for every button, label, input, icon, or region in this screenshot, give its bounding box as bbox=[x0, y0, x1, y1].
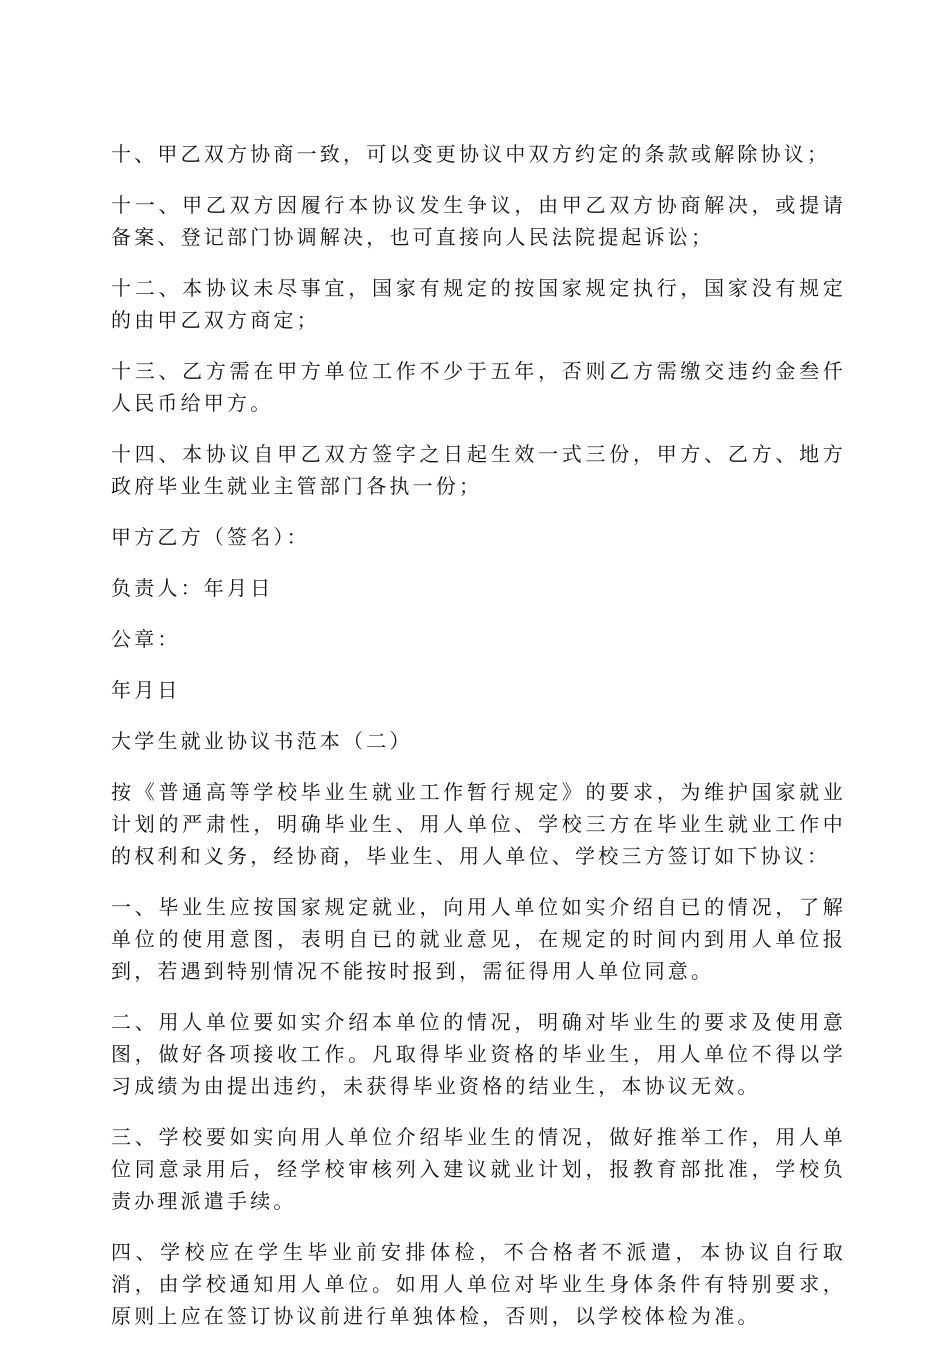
clause-4: 四、学校应在学生毕业前安排体检，不合格者不派遣，本协议自行取消，由学校通知用人单位。如用人单位对毕业生身体条件有特别要求，原则上应在签订协议前进行单独体检，否则，以学校体检为准。 bbox=[111, 1240, 846, 1328]
clause-1: 一、毕业生应按国家规定就业，向用人单位如实介绍自已的情况，了解单位的使用意图，表明自已的就业意见，在规定的时间内到用人单位报到，若遇到特别情况不能按时报到，需征得用人单位同意。 bbox=[111, 895, 846, 983]
signature-line: 甲方乙方（签名）： bbox=[111, 525, 310, 549]
clause-3: 三、学校要如实向用人单位介绍毕业生的情况，做好推举工作，用人单位同意录用后，经学校审核列入建议就业计划，报教育部批准，学校负责办理派遣手续。 bbox=[111, 1125, 846, 1213]
official-seal-line: 公章： bbox=[111, 627, 181, 651]
clause-10: 十、甲乙双方协商一致，可以变更协议中双方约定的条款或解除协议； bbox=[111, 142, 831, 166]
preamble: 按《普通高等学校毕业生就业工作暂行规定》的要求，为维护国家就业计划的严肃性，明确毕业生、用人单位、学校三方在毕业生就业工作中的权利和义务，经协商，毕业生、用人单位、学校三方签订如下协议： bbox=[111, 780, 846, 868]
document-page bbox=[111, 138, 846, 1351]
clause-11: 十一、甲乙双方因履行本协议发生争议，由甲乙双方协商解决，或提请备案、登记部门协调解决，也可直接向人民法院提起诉讼； bbox=[111, 193, 846, 249]
clause-14: 十四、本协议自甲乙双方签字之日起生效一式三份，甲方、乙方、地方政府毕业生就业主管部门各执一份； bbox=[111, 442, 846, 498]
section-title: 大学生就业协议书范本（二） bbox=[111, 729, 413, 753]
clause-2: 二、用人单位要如实介绍本单位的情况，明确对毕业生的要求及使用意图，做好各项接收工作。凡取得毕业资格的毕业生，用人单位不得以学习成绩为由提出违约，未获得毕业资格的结业生，本协议无效。 bbox=[111, 1010, 846, 1098]
date-line: 年月日 bbox=[111, 678, 181, 702]
clause-13: 十三、乙方需在甲方单位工作不少于五年，否则乙方需缴交违约金叁仟人民币给甲方。 bbox=[111, 359, 846, 415]
clause-12: 十二、本协议未尽事宜，国家有规定的按国家规定执行，国家没有规定的由甲乙双方商定； bbox=[111, 276, 846, 332]
responsible-person-date: 负责人：年月日 bbox=[111, 576, 274, 600]
